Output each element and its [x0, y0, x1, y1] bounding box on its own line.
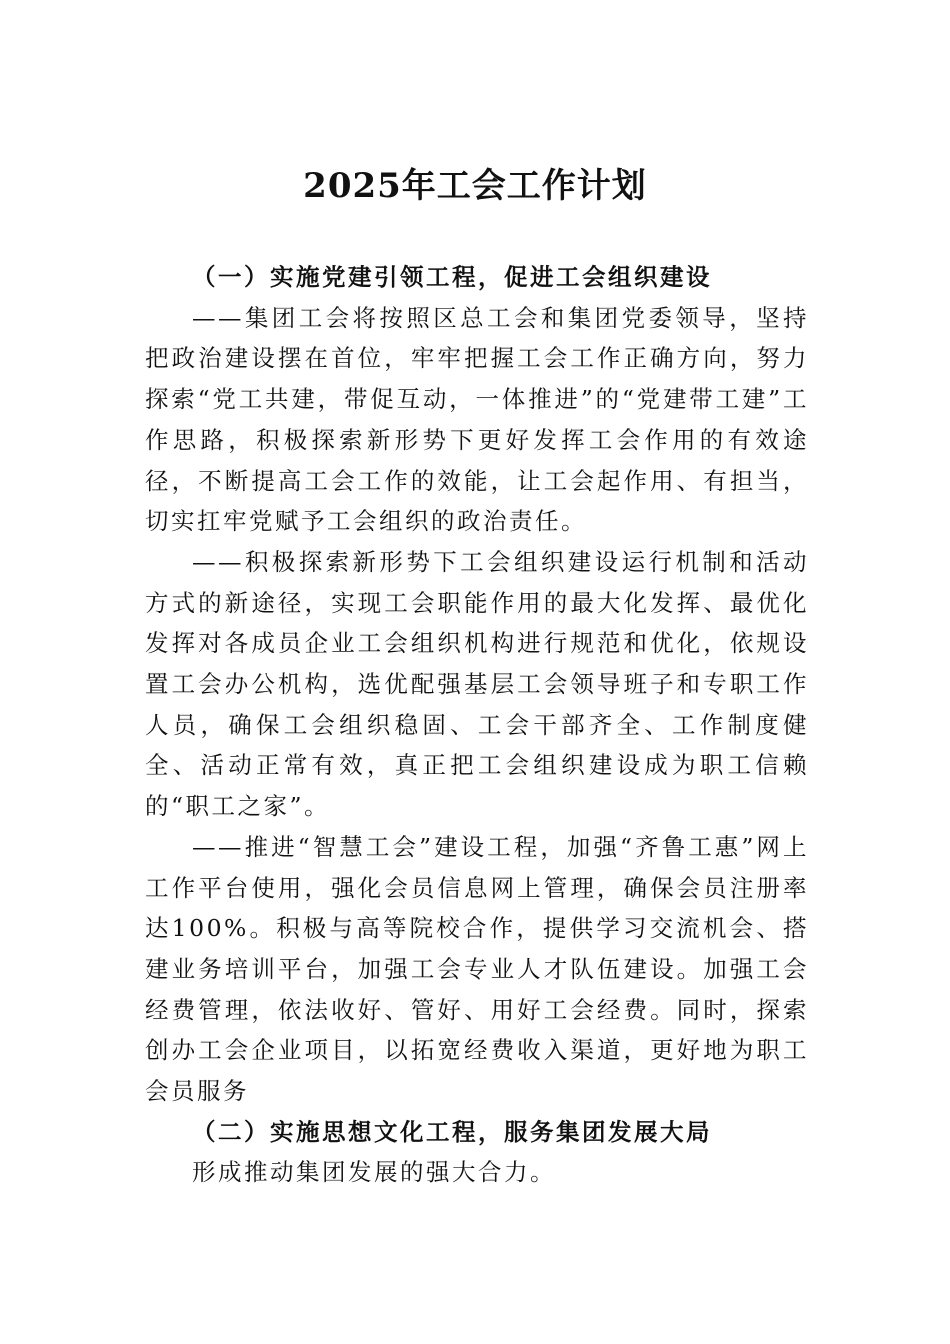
paragraph-1: ——集团工会将按照区总工会和集团党委领导，坚持把政治建设摆在首位，牢牢把握工会工作正确方向，努力探索“党工共建，带促互动，一体推进”的“党建带工建”工作思路，积极探索新形势下更好发挥工会作用的有效途径，不断提高工会工作的效能，让工会起作用、有担当，切实扛牢党赋予工会组织的政治责任。 — [145, 303, 809, 536]
section-heading-1: （一）实施党建引领工程，促进工会组织建设 — [192, 263, 712, 291]
paragraph-3: ——推进“智慧工会”建设工程，加强“齐鲁工惠”网上工作平台使用，强化会员信息网上管理，确保会员注册率达100%。积极与高等院校合作，提供学习交流机会、搭建业务培训平台，加强工会专业人才队伍建设。加强工会经费管理，依法收好、管好、用好工会经费。同时，探索创办工会企业项目，以拓宽经费收入渠道，更好地为职工会员服务 — [145, 832, 809, 1106]
document-body — [145, 257, 809, 1193]
section-heading-2: （二）实施思想文化工程，服务集团发展大局 — [192, 1117, 712, 1146]
paragraph-2: ——积极探索新形势下工会组织建设运行机制和活动方式的新途径，实现工会职能作用的最大化发挥、最优化发挥对各成员企业工会组织机构进行规范和优化，依规设置工会办公机构，选优配强基层工会领导班子和专职工作人员，确保工会组织稳固、工会干部齐全、工作制度健全、活动正常有效，真正把工会组织建设成为职工信赖的“职工之家”。 — [145, 547, 809, 821]
document-title: 2025年工会工作计划 — [303, 166, 647, 206]
paragraph-4: 形成推动集团发展的强大合力。 — [192, 1158, 556, 1187]
